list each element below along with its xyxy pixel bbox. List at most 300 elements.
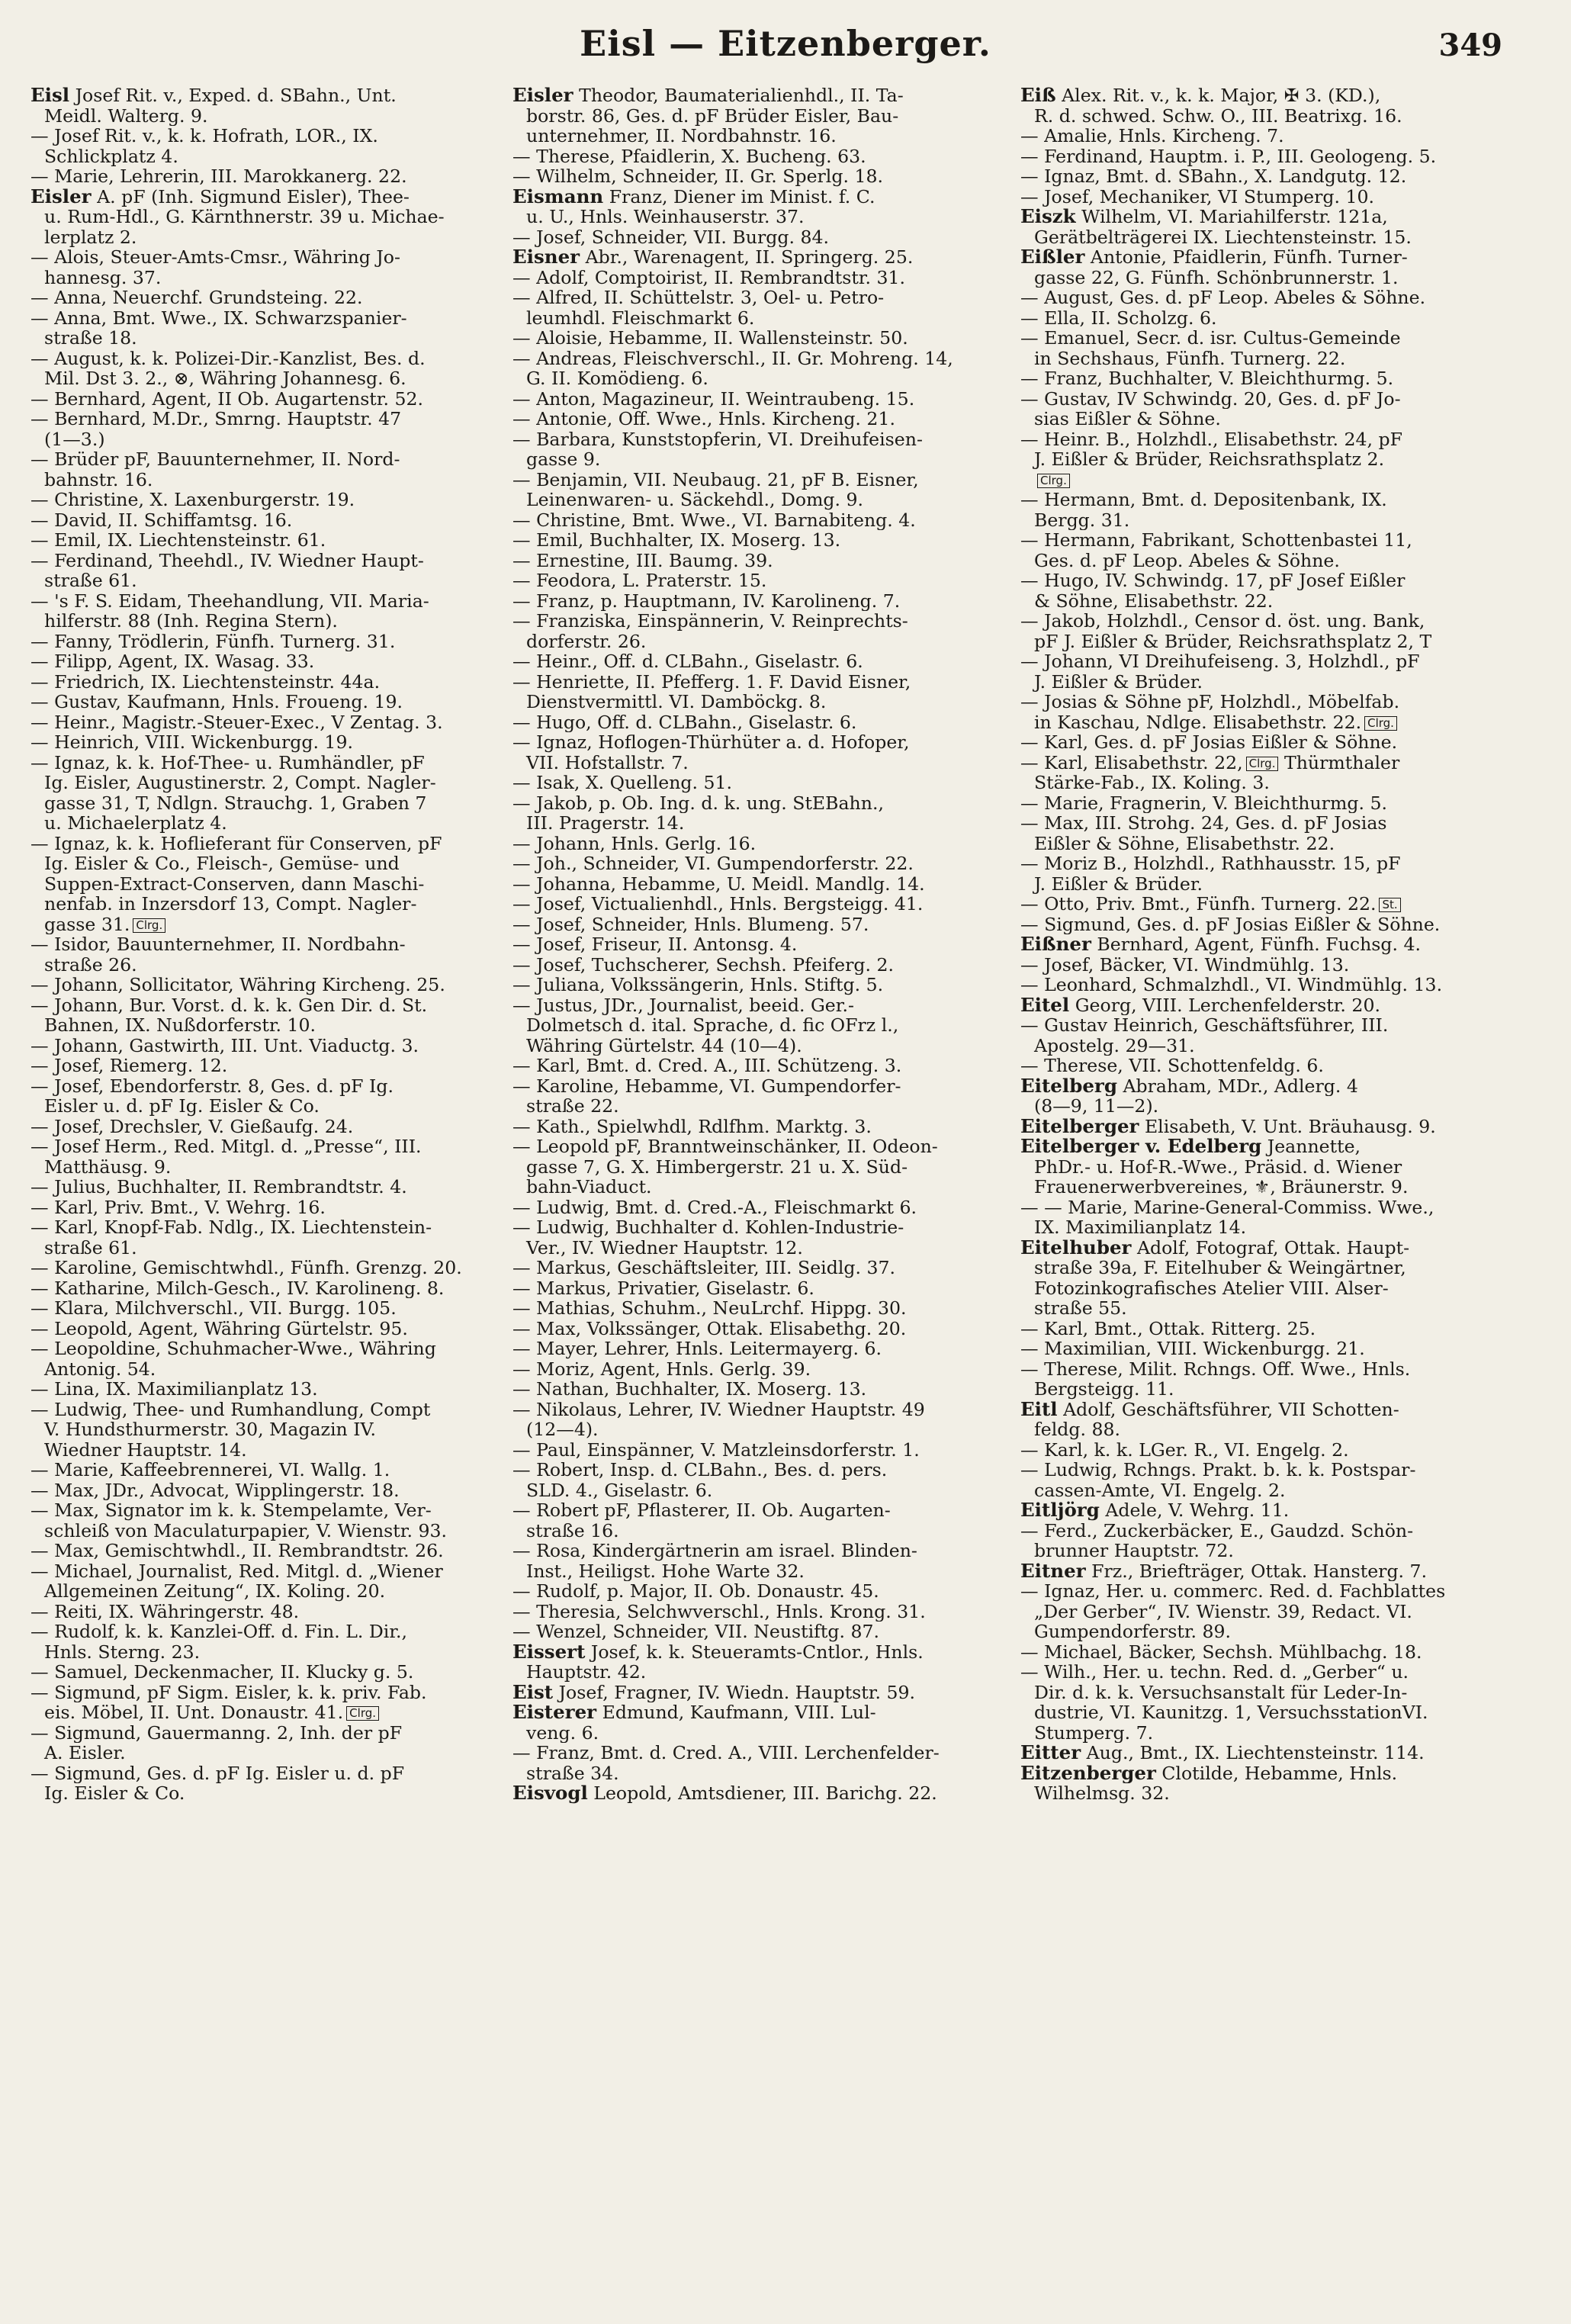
directory-entry-line <box>512 874 1013 895</box>
entry-text: feldg. 88. <box>1034 1419 1120 1440</box>
entry-text: — Karl, Ges. d. pF Josias Eißler & Söhne. <box>1020 732 1398 753</box>
entry-text: — Josef, Drechsler, V. Gießaufg. 24. <box>31 1116 354 1136</box>
directory-entry-line <box>31 753 505 773</box>
entry-text: — Emanuel, Secr. d. isr. Cultus-Gemeinde <box>1020 328 1401 349</box>
entry-text: — Josef Rit. v., k. k. Hofrath, LOR., IX. <box>31 126 378 146</box>
directory-entry-line <box>31 1521 505 1541</box>
directory-entry-line <box>512 914 1013 935</box>
entry-text: Dienstvermittl. VI. Damböckg. 8. <box>526 692 827 712</box>
entry-text: — Johann, Sollicitator, Währing Kircheng. 25. <box>31 975 445 995</box>
directory-entry-line <box>512 995 1013 1016</box>
entry-text: — Franziska, Einspännerin, V. Reinprechts- <box>512 611 908 632</box>
directory-entry-line <box>1020 1238 1533 1258</box>
directory-entry-line <box>1020 632 1533 652</box>
entry-text: — Karl, Knopf-Fab. Ndlg., IX. Liechtenstein- <box>31 1217 432 1238</box>
directory-entry-line <box>31 1581 505 1602</box>
entry-surname-headword: Eiszk <box>1020 207 1076 227</box>
directory-entry-line <box>512 692 1013 712</box>
directory-entry-line <box>1020 288 1533 308</box>
entry-text-tail: Thürmthaler <box>1278 752 1400 773</box>
directory-entry-line <box>512 247 1013 268</box>
entry-text: — Johanna, Hebamme, U. Meidl. Mandlg. 14. <box>512 873 925 894</box>
entry-text: hannesg. 37. <box>44 267 162 288</box>
entry-text: Eißler & Söhne, Elisabethstr. 22. <box>1034 833 1335 853</box>
entry-surname-headword: Eitelberger v. Edelberg <box>1020 1136 1262 1157</box>
directory-entry-line <box>31 207 505 227</box>
directory-entry-line <box>512 975 1013 995</box>
directory-entry-line <box>31 591 505 612</box>
directory-entry-line <box>512 1298 1013 1319</box>
directory-entry-line <box>512 894 1013 914</box>
directory-entry-line <box>1020 1177 1533 1197</box>
entry-text: — Amalie, Hnls. Kircheng. 7. <box>1020 126 1284 146</box>
entry-text: — Juliana, Volkssängerin, Hnls. Stiftg. 5. <box>512 975 884 995</box>
entry-text: — Karl, k. k. LGer. R., VI. Engelg. 2. <box>1020 1439 1349 1460</box>
entry-text: — Ludwig, Rchngs. Prakt. b. k. k. Postspar- <box>1020 1460 1416 1480</box>
directory-entry-line <box>31 126 505 146</box>
directory-entry-line <box>1020 1117 1533 1137</box>
entry-text: pF J. Eißler & Brüder, Reichsrathsplatz 2, T <box>1034 631 1432 651</box>
entry-text: — Max, JDr., Advocat, Wipplingerstr. 18. <box>31 1480 400 1500</box>
directory-entry-line <box>31 1783 505 1804</box>
entry-text: R. d. schwed. Schw. O., III. Beatrixg. 16. <box>1034 105 1402 126</box>
entry-text: Edmund, Kaufmann, VIII. Lul- <box>596 1702 876 1723</box>
entry-text: — Klara, Milchverschl., VII. Burgg. 105. <box>31 1298 397 1319</box>
entry-text: Alex. Rit. v., k. k. Major, ✠ 3. (KD.), <box>1055 85 1381 106</box>
entry-text: Abr., Warenagent, II. Springerg. 25. <box>580 247 914 268</box>
entry-surname-headword: Eitelhuber <box>1020 1237 1132 1258</box>
entry-text: — Max, Gemischtwhdl., II. Rembrandtstr. 26. <box>31 1541 444 1561</box>
entry-text: Gerätbelträgerei IX. Liechtensteinstr. 15. <box>1034 227 1412 247</box>
entry-text: — Max, Signator im k. k. Stempelamte, Ver- <box>31 1500 432 1521</box>
entry-text: — Ignaz, Hoflogen-Thürhüter a. d. Hofoper, <box>512 732 910 753</box>
directory-entry-line <box>512 349 1013 369</box>
entry-text: — Josef, Bäcker, VI. Windmühlg. 13. <box>1020 954 1350 975</box>
directory-entry-line <box>512 106 1013 127</box>
directory-entry-line <box>512 1136 1013 1157</box>
entry-text: Josef, k. k. Steueramts-Cntlor., Hnls. <box>585 1641 924 1662</box>
directory-entry-line <box>1020 1359 1533 1380</box>
entry-text: Theodor, Baumaterialienhdl., II. Ta- <box>573 85 904 106</box>
entry-text: Gumpendorferstr. 89. <box>1034 1622 1232 1642</box>
entry-text: u. U., Hnls. Weinhauserstr. 37. <box>526 207 805 227</box>
directory-entry-line <box>31 1400 505 1420</box>
directory-entry-line <box>512 85 1013 106</box>
directory-entry-line <box>512 409 1013 429</box>
directory-entry-line <box>31 773 505 793</box>
directory-entry-line <box>512 1117 1013 1137</box>
entry-text: Währing Gürtelstr. 44 (10—4). <box>526 1035 802 1056</box>
directory-entry-line <box>1020 813 1533 834</box>
directory-entry-line <box>1020 227 1533 248</box>
directory-entry-line <box>512 389 1013 410</box>
entry-text: — Aloisie, Hebamme, II. Wallensteinstr. 50. <box>512 328 908 349</box>
directory-entry-line <box>1020 914 1533 935</box>
directory-entry-line <box>1020 1136 1533 1157</box>
entry-text: gasse 9. <box>526 449 601 470</box>
directory-entry-line <box>31 1561 505 1582</box>
directory-entry-line <box>31 611 505 632</box>
directory-entry-line <box>1020 1561 1533 1582</box>
entry-text: — Franz, Bmt. d. Cred. A., VIII. Lerchenfelder- <box>512 1743 940 1763</box>
directory-entry-line <box>512 853 1013 874</box>
entry-text: — Reiti, IX. Währingerstr. 48. <box>31 1601 300 1622</box>
entry-text: Bergg. 31. <box>1034 509 1130 530</box>
directory-entry-line <box>512 1541 1013 1561</box>
entry-text: — Feodora, L. Praterstr. 15. <box>512 571 767 591</box>
entry-text: Frz., Briefträger, Ottak. Hansterg. 7. <box>1085 1561 1428 1581</box>
entry-surname-headword: Eißner <box>1020 934 1091 955</box>
directory-entry-line <box>512 1076 1013 1097</box>
entry-surname-headword: Eissert <box>512 1641 586 1662</box>
entry-text: — Ignaz, k. k. Hoflieferant für Conserven, pF <box>31 833 442 853</box>
entry-surname-headword: Eitl <box>1020 1399 1058 1419</box>
directory-entry-line <box>1020 146 1533 167</box>
directory-entry-line <box>512 207 1013 227</box>
entry-text: — Barbara, Kunststopferin, VI. Dreihufeisen- <box>512 429 923 449</box>
directory-entry-line <box>31 1157 505 1178</box>
directory-entry-line <box>512 1723 1013 1744</box>
entry-text: — 's F. S. Eidam, Theehandlung, VII. Maria- <box>31 590 429 611</box>
entry-text: — Maximilian, VIII. Wickenburgg. 21. <box>1020 1339 1365 1359</box>
directory-entry-line <box>1020 106 1533 127</box>
directory-entry-line <box>1020 1258 1533 1278</box>
entry-text: — Christine, X. Laxenburgerstr. 19. <box>31 490 355 510</box>
directory-entry-line <box>1020 1783 1533 1804</box>
directory-entry-line <box>1020 187 1533 207</box>
directory-entry-line <box>1020 166 1533 187</box>
directory-entry-line <box>1020 429 1533 450</box>
entry-text: — Jakob, Holzhdl., Censor d. öst. ung. Bank, <box>1020 611 1425 632</box>
entry-text: — Franz, p. Hauptmann, IV. Karolineng. 7. <box>512 590 901 611</box>
entry-text: Wilhelmsg. 32. <box>1034 1783 1170 1804</box>
directory-entry-line <box>31 308 505 329</box>
directory-entry-line <box>1020 955 1533 976</box>
directory-entry-line <box>31 1177 505 1197</box>
boxed-mark: Clrg. <box>1037 474 1070 488</box>
directory-entry-line <box>31 146 505 167</box>
entry-text: straße 16. <box>526 1520 619 1541</box>
directory-entry-line <box>512 166 1013 187</box>
entry-text: Bernhard, Agent, Fünfh. Fuchsg. 4. <box>1091 934 1421 955</box>
entry-text: — Justus, JDr., Journalist, beeid. Ger.- <box>512 995 854 1015</box>
directory-entry-line <box>31 632 505 652</box>
entry-text: & Söhne, Elisabethstr. 22. <box>1034 590 1274 611</box>
directory-entry-line <box>1020 853 1533 874</box>
entry-text: eis. Möbel, II. Unt. Donaustr. 41. <box>44 1702 344 1723</box>
directory-column-1 <box>31 85 505 2297</box>
directory-entry-line <box>1020 551 1533 571</box>
entry-text: Stärke-Fab., IX. Koling. 3. <box>1034 773 1270 793</box>
entry-text: — August, Ges. d. pF Leop. Abeles & Söhne. <box>1020 288 1426 308</box>
entry-text: — Kath., Spielwhdl, Rdlfhm. Marktg. 3. <box>512 1116 872 1136</box>
directory-entry-line <box>1020 672 1533 693</box>
directory-entry-line <box>1020 934 1533 955</box>
directory-entry-line <box>1020 1723 1533 1744</box>
entry-text: — Rosa, Kindergärtnerin am israel. Blinden- <box>512 1541 917 1561</box>
entry-text: gasse 31. <box>44 914 130 934</box>
entry-text: straße 39a, F. Eitelhuber & Weingärtner, <box>1034 1258 1406 1278</box>
directory-entry-line <box>512 1702 1013 1723</box>
directory-entry-line <box>1020 1500 1533 1521</box>
entry-text: — Ferd., Zuckerbäcker, E., Gaudzd. Schön- <box>1020 1520 1414 1541</box>
directory-entry-line <box>1020 692 1533 712</box>
entry-text: A. pF (Inh. Sigmund Eisler), Thee- <box>91 186 410 207</box>
directory-entry-line <box>512 732 1013 753</box>
entry-text: — Julius, Buchhalter, II. Rembrandtstr. 4. <box>31 1177 407 1197</box>
page-number: 349 <box>1438 27 1502 63</box>
directory-entry-line <box>31 288 505 308</box>
entry-text: Clotilde, Hebamme, Hnls. <box>1155 1763 1398 1783</box>
entry-text: — Josias & Söhne pF, Holzhdl., Möbelfab. <box>1020 692 1400 712</box>
entry-text: — Hugo, Off. d. CLBahn., Giselastr. 6. <box>512 712 857 732</box>
entry-text: — Henriette, II. Pfefferg. 1. F. David Eisner, <box>512 671 911 692</box>
directory-entry-line <box>1020 1015 1533 1036</box>
entry-text: — Karl, Elisabethstr. 22, <box>1020 752 1243 773</box>
entry-text: — Ignaz, Her. u. commerc. Red. d. Fachblattes <box>1020 1581 1446 1602</box>
directory-entry-line <box>31 1683 505 1703</box>
directory-entry-line <box>31 571 505 591</box>
directory-entry-line <box>31 1136 505 1157</box>
entry-text: IX. Maximilianplatz 14. <box>1034 1217 1247 1238</box>
entry-text: Hnls. Sterng. 23. <box>44 1641 201 1662</box>
entry-text: — Karl, Priv. Bmt., V. Wehrg. 16. <box>31 1197 326 1217</box>
directory-entry-line <box>1020 591 1533 612</box>
directory-entry-line <box>31 429 505 450</box>
directory-entry-line <box>512 611 1013 632</box>
directory-entry-line <box>1020 1278 1533 1299</box>
directory-entry-line <box>1020 611 1533 632</box>
directory-entry-line <box>512 1763 1013 1784</box>
entry-text: Dir. d. k. k. Versuchsanstalt für Leder-In- <box>1034 1682 1408 1702</box>
entry-text: — Karoline, Gemischtwhdl., Fünfh. Grenzg. 20. <box>31 1258 462 1278</box>
entry-text: straße 34. <box>526 1763 619 1783</box>
directory-entry-line <box>512 449 1013 470</box>
entry-text: Suppen-Extract-Conserven, dann Maschi- <box>44 873 425 894</box>
directory-entry-line <box>31 551 505 571</box>
entry-text: Adele, V. Wehrg. 11. <box>1099 1500 1290 1521</box>
directory-entry-line <box>31 530 505 551</box>
directory-entry-line <box>1020 1076 1533 1097</box>
boxed-mark: Clrg. <box>346 1706 379 1721</box>
directory-entry-line <box>1020 368 1533 389</box>
entry-surname-headword: Eismann <box>512 186 604 207</box>
directory-entry-line <box>31 1602 505 1622</box>
directory-entry-line <box>1020 651 1533 672</box>
entry-surname-headword: Eitner <box>1020 1561 1086 1581</box>
entry-text: bahnstr. 16. <box>44 469 153 490</box>
directory-entry-line <box>512 1581 1013 1602</box>
directory-entry-line <box>512 510 1013 531</box>
directory-entry-line <box>1020 85 1533 106</box>
directory-entry-line <box>512 146 1013 167</box>
directory-entry-line <box>1020 571 1533 591</box>
directory-entry-line <box>1020 510 1533 531</box>
directory-entry-line <box>31 1197 505 1218</box>
directory-entry-line <box>512 268 1013 288</box>
entry-text: Leopold, Amtsdiener, III. Barichg. 22. <box>587 1783 937 1804</box>
entry-text: Bergsteigg. 11. <box>1034 1379 1174 1400</box>
boxed-mark: Clrg. <box>1246 757 1279 771</box>
entry-surname-headword: Eist <box>512 1682 554 1702</box>
entry-text: Inst., Heiligst. Hohe Warte 32. <box>526 1561 805 1581</box>
directory-entry-line <box>512 1015 1013 1036</box>
entry-text: u. Rum-Hdl., G. Kärnthnerstr. 39 u. Michae- <box>44 207 445 227</box>
entry-text: Ver., IV. Wiedner Hauptstr. 12. <box>526 1237 803 1258</box>
entry-surname-headword: Eisler <box>31 186 92 207</box>
entry-text: — Wenzel, Schneider, VII. Neustiftg. 87. <box>512 1622 879 1642</box>
directory-entry-line <box>512 1197 1013 1218</box>
entry-text: leumhdl. Fleischmarkt 6. <box>526 307 755 328</box>
entry-text: — Paul, Einspänner, V. Matzleinsdorferstr. 1. <box>512 1439 920 1460</box>
directory-entry-line <box>1020 1339 1533 1359</box>
directory-entry-line <box>512 1743 1013 1763</box>
entry-text: — Karoline, Hebamme, VI. Gumpendorfer- <box>512 1075 901 1096</box>
directory-entry-line <box>512 1096 1013 1117</box>
directory-entry-line <box>512 1177 1013 1197</box>
entry-text: — Andreas, Fleischverschl., II. Gr. Mohreng. 14, <box>512 348 953 368</box>
entry-text: — Ferdinand, Theehdl., IV. Wiedner Haupt- <box>31 550 424 571</box>
directory-entry-line <box>31 1419 505 1440</box>
directory-entry-line <box>512 1662 1013 1683</box>
entry-text: — Moriz B., Holzhdl., Rathhausstr. 15, pF <box>1020 853 1401 874</box>
entry-text: — Bernhard, Agent, II Ob. Augartenstr. 52. <box>31 388 423 409</box>
directory-entry-line <box>512 773 1013 793</box>
entry-text: — Nathan, Buchhalter, IX. Moserg. 13. <box>512 1379 867 1400</box>
entry-text: — Gustav, IV Schwindg. 20, Ges. d. pF Jo- <box>1020 388 1401 409</box>
entry-text: — Rudolf, p. Major, II. Ob. Donaustr. 45. <box>512 1581 879 1602</box>
entry-text: — Leopoldine, Schuhmacher-Wwe., Währing <box>31 1339 436 1359</box>
entry-text: SLD. 4., Giselastr. 6. <box>526 1480 713 1500</box>
entry-surname-headword: Eißler <box>1020 247 1085 268</box>
entry-surname-headword: Eisner <box>512 247 580 268</box>
entry-text: lerplatz 2. <box>44 227 137 247</box>
entry-text: — Brüder pF, Bauunternehmer, II. Nord- <box>31 449 400 470</box>
directory-entry-line <box>512 651 1013 672</box>
directory-entry-line <box>1020 732 1533 753</box>
entry-text: straße 26. <box>44 954 137 975</box>
directory-entry-line <box>512 571 1013 591</box>
directory-entry-line <box>31 166 505 187</box>
entry-text: — Jakob, p. Ob. Ing. d. k. ung. StEBahn., <box>512 792 884 813</box>
directory-entry-line <box>31 490 505 510</box>
entry-text: — Ignaz, Bmt. d. SBahn., X. Landgutg. 12. <box>1020 166 1407 187</box>
entry-text: — Therese, VII. Schottenfeldg. 6. <box>1020 1056 1324 1076</box>
entry-text: — Marie, Kaffeebrennerei, VI. Wallg. 1. <box>31 1460 390 1480</box>
entry-text: — Marie, Lehrerin, III. Marokkanerg. 22. <box>31 166 407 187</box>
entry-text: schleiß von Maculaturpapier, V. Wienstr. 93. <box>44 1520 447 1541</box>
entry-text: — Rudolf, k. k. Kanzlei-Off. d. Fin. L. Dir., <box>31 1622 408 1642</box>
directory-entry-line <box>31 1056 505 1076</box>
entry-text: straße 22. <box>526 1096 619 1117</box>
directory-entry-line <box>1020 1157 1533 1178</box>
entry-text: — Johann, Bur. Vorst. d. k. k. Gen Dir. d. St. <box>31 995 428 1015</box>
entry-surname-headword: Eisvogl <box>512 1783 588 1804</box>
directory-entry-line <box>512 1359 1013 1380</box>
entry-text: straße 18. <box>44 328 137 349</box>
directory-entry-line <box>1020 1541 1533 1561</box>
directory-entry-line <box>31 106 505 127</box>
directory-entry-line <box>31 1440 505 1461</box>
entry-surname-headword: Eitelberg <box>1020 1075 1117 1096</box>
entry-text: Elisabeth, V. Unt. Bräuhausg. 9. <box>1139 1116 1436 1136</box>
directory-entry-line <box>31 834 505 854</box>
directory-entry-line <box>31 1763 505 1784</box>
entry-text: — Heinr., Off. d. CLBahn., Giselastr. 6. <box>512 651 863 672</box>
entry-text: (12—4). <box>526 1419 599 1440</box>
directory-entry-line <box>31 651 505 672</box>
directory-entry-line <box>1020 126 1533 146</box>
entry-text: — Ignaz, k. k. Hof-Thee- u. Rumhändler, pF <box>31 752 425 773</box>
entry-text: (1—3.) <box>44 429 105 449</box>
entry-text: Adolf, Fotograf, Ottak. Haupt- <box>1131 1237 1410 1258</box>
entry-text: — Wilh., Her. u. techn. Red. d. „Gerber“ u. <box>1020 1662 1409 1683</box>
directory-entry-line <box>31 692 505 712</box>
entry-text: — Isak, X. Quelleng. 51. <box>512 773 733 793</box>
directory-entry-line <box>31 470 505 490</box>
entry-text: straße 61. <box>44 571 137 591</box>
directory-entry-line <box>1020 1319 1533 1339</box>
entry-text: — Mathias, Schuhm., NeuLrchf. Hippg. 30. <box>512 1298 907 1319</box>
directory-entry-line <box>512 1642 1013 1663</box>
entry-text: Fotozinkografisches Atelier VIII. Alser- <box>1034 1278 1389 1298</box>
directory-entry-line <box>1020 1602 1533 1622</box>
entry-text: nenfab. in Inzersdorf 13, Compt. Nagler- <box>44 894 417 914</box>
entry-text: straße 55. <box>1034 1298 1127 1319</box>
entry-text: Josef Rit. v., Exped. d. SBahn., Unt. <box>69 85 397 106</box>
entry-text: — David, II. Schiffamtsg. 16. <box>31 509 293 530</box>
entry-text: veng. 6. <box>526 1722 599 1743</box>
directory-entry-line <box>512 1480 1013 1501</box>
directory-entry-line <box>31 1117 505 1137</box>
directory-entry-line <box>1020 975 1533 995</box>
directory-entry-line <box>512 1278 1013 1299</box>
entry-text: „Der Gerber“, IV. Wienstr. 39, Redact. VI. <box>1034 1601 1412 1622</box>
directory-entry-line <box>1020 753 1533 773</box>
directory-entry-line <box>512 1561 1013 1582</box>
entry-text: — Ferdinand, Hauptm. i. P., III. Geologeng. 5. <box>1020 146 1437 166</box>
entry-text: hilferstr. 88 (Inh. Regina Stern). <box>44 611 338 632</box>
directory-entry-line <box>1020 1521 1533 1541</box>
entry-text: borstr. 86, Ges. d. pF Brüder Eisler, Bau- <box>526 105 899 126</box>
directory-entry-line <box>1020 409 1533 429</box>
entry-text: — Max, Volkssänger, Ottak. Elisabethg. 20. <box>512 1318 907 1339</box>
directory-entry-line <box>512 1400 1013 1420</box>
entry-text: Dolmetsch d. ital. Sprache, d. fic OFrz l., <box>526 1015 899 1036</box>
entry-text: — Sigmund, Ges. d. pF Ig. Eisler u. d. pF <box>31 1763 405 1783</box>
entry-text: unternehmer, II. Nordbahnstr. 16. <box>526 126 837 146</box>
entry-text: Aug., Bmt., IX. Liechtensteinstr. 114. <box>1081 1743 1425 1763</box>
directory-entry-line <box>512 1419 1013 1440</box>
entry-text: — Therese, Pfaidlerin, X. Bucheng. 63. <box>512 146 866 166</box>
directory-entry-line <box>1020 1217 1533 1238</box>
directory-entry-line <box>1020 995 1533 1016</box>
entry-text: — Markus, Geschäftsleiter, III. Seidlg. 37. <box>512 1258 896 1278</box>
entry-text: — Therese, Milit. Rchngs. Off. Wwe., Hnls. <box>1020 1358 1411 1379</box>
entry-text: — Sigmund, Gauermanng. 2, Inh. der pF <box>31 1722 403 1743</box>
page-header-title: Eisl — Eitzenberger. <box>580 23 991 64</box>
directory-entry-line <box>1020 470 1533 490</box>
directory-entry-line <box>512 470 1013 490</box>
directory-entry-line <box>512 1217 1013 1238</box>
directory-entry-line <box>512 1238 1013 1258</box>
entry-text: — Ernestine, III. Baumg. 39. <box>512 550 773 571</box>
directory-entry-line <box>1020 247 1533 268</box>
directory-entry-line <box>1020 1096 1533 1117</box>
directory-entry-line <box>31 1480 505 1501</box>
directory-entry-line <box>512 551 1013 571</box>
entry-text: — Josef, Schneider, VII. Burgg. 84. <box>512 227 829 247</box>
